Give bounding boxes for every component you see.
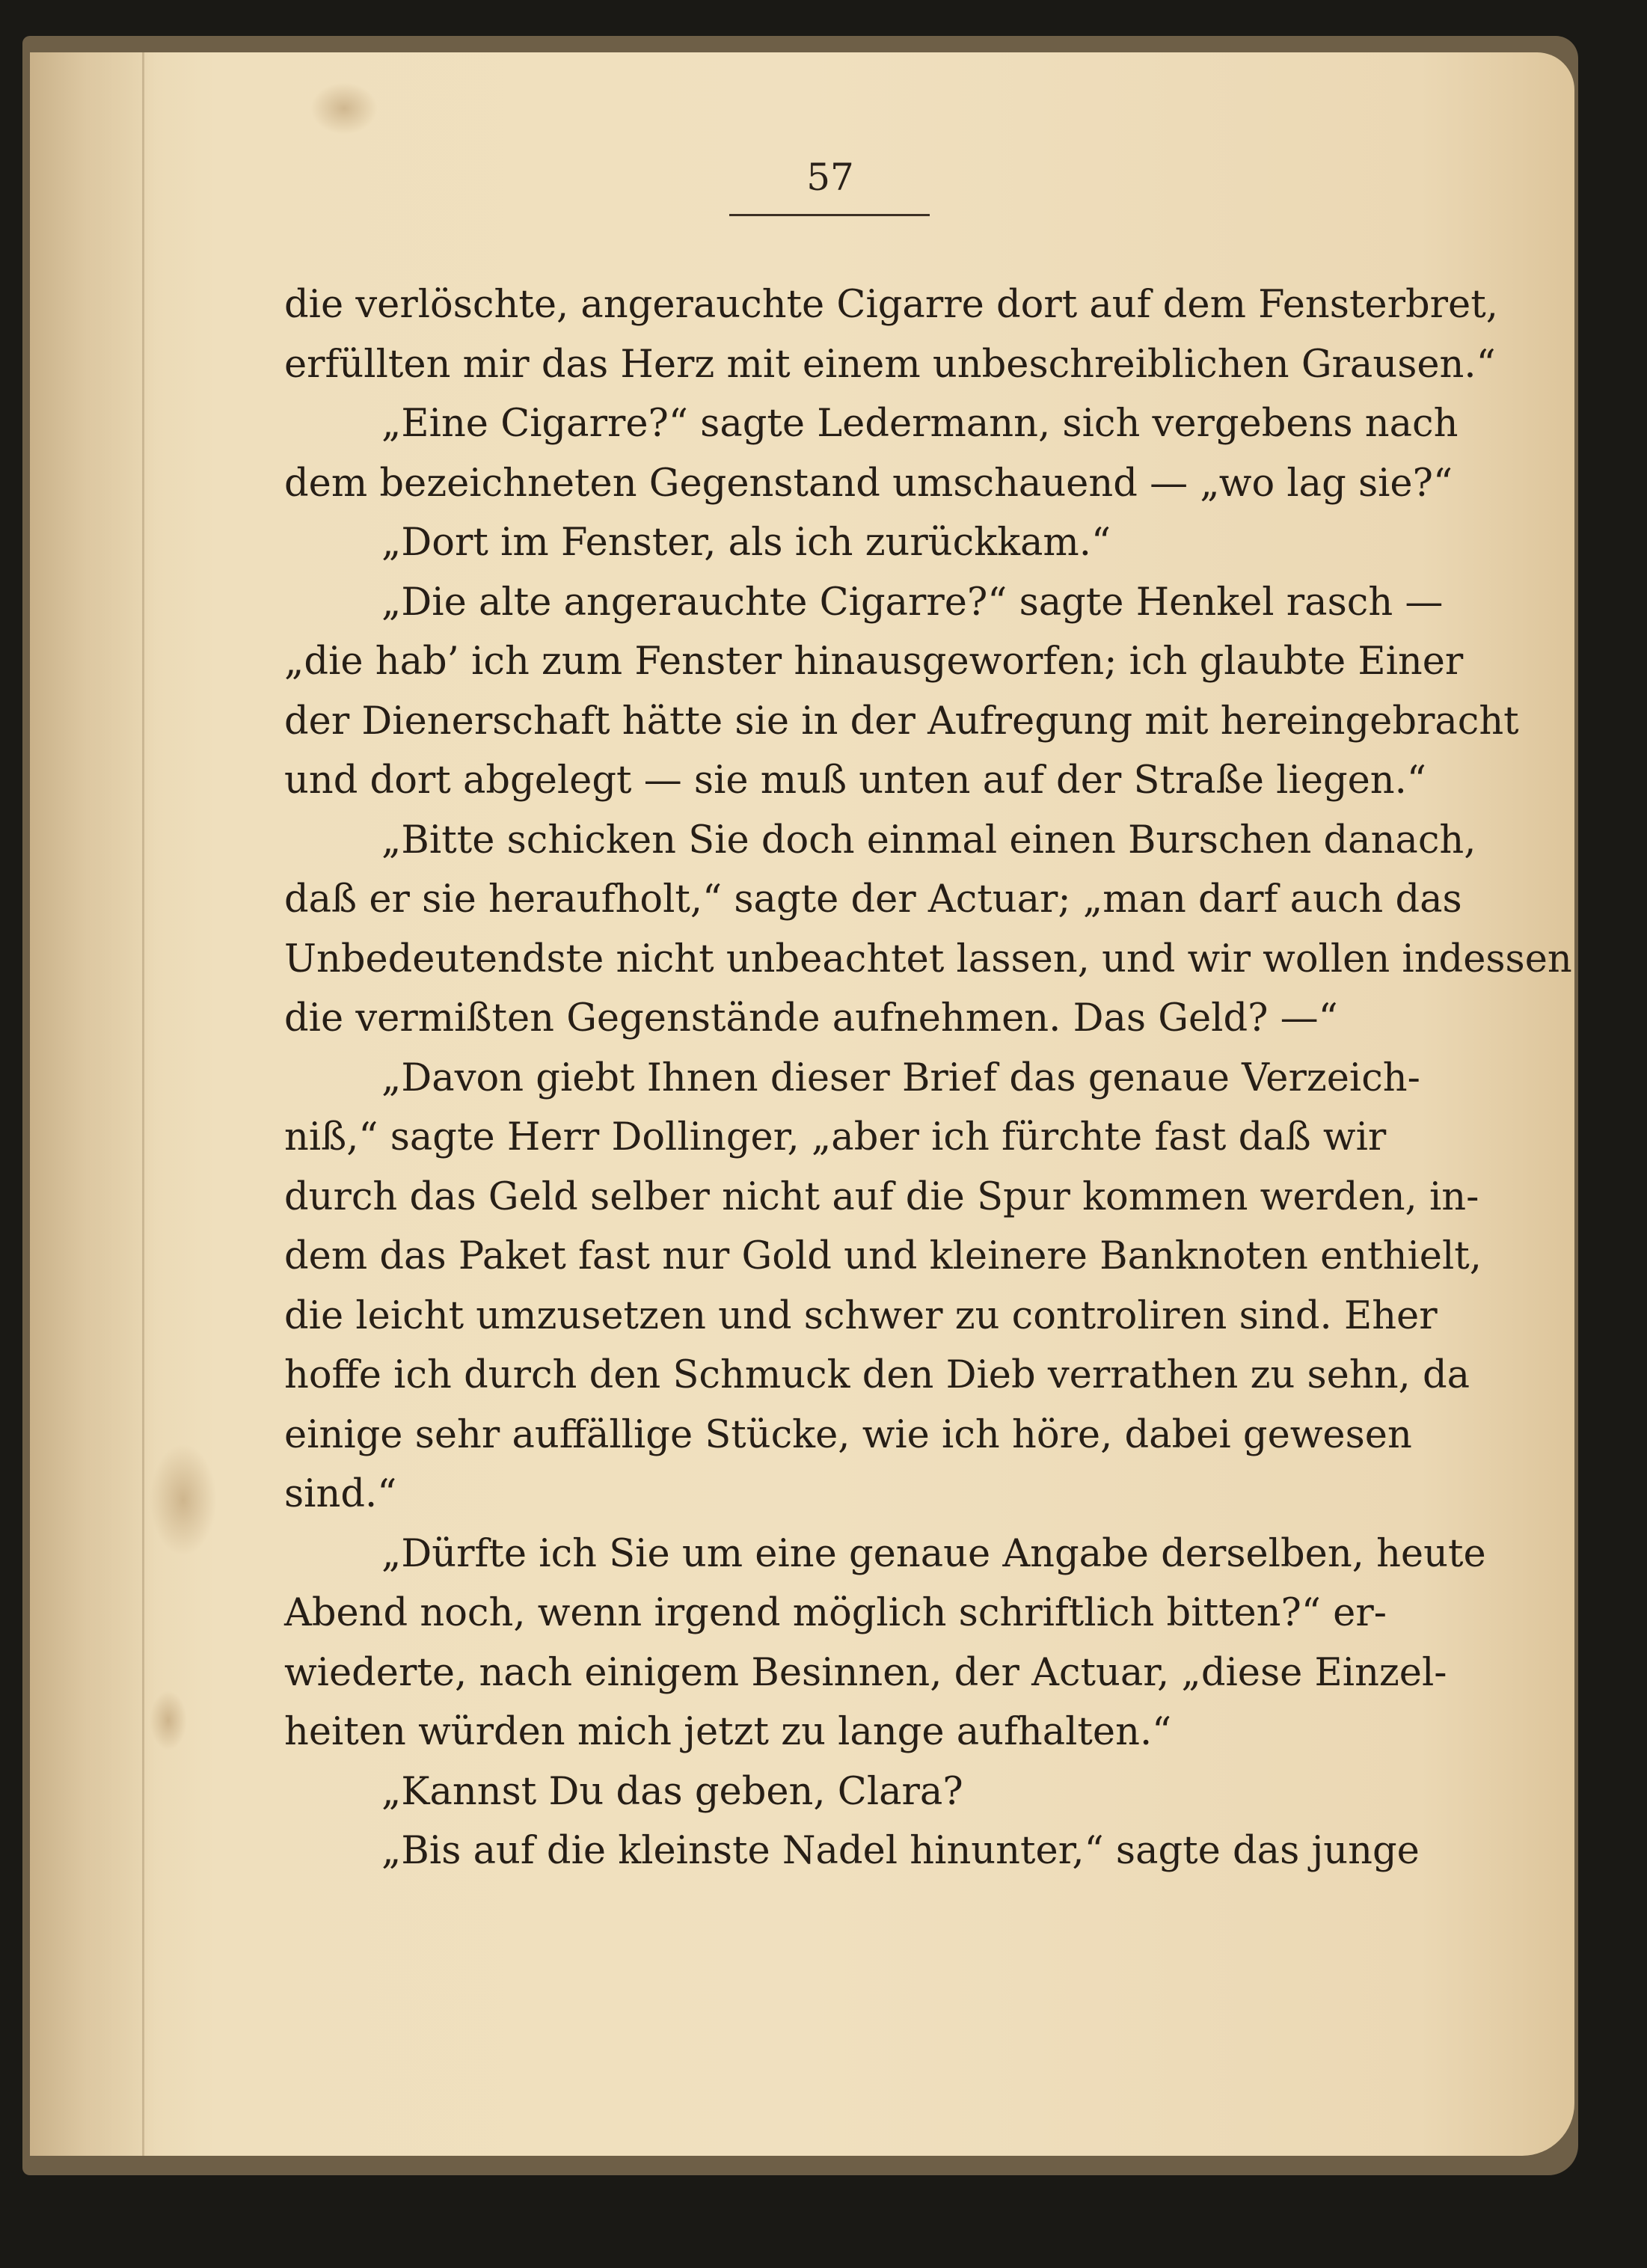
- text-line: „Dürfte ich Sie um eine genaue Angabe derselben, heute: [381, 1531, 1486, 1576]
- text-line: „die hab’ ich zum Fenster hinausgeworfen; ich glaubte Einer: [284, 640, 1464, 684]
- text-line: Unbedeutendste nicht unbeachtet lassen, und wir wollen indessen: [284, 937, 1572, 981]
- text-line: dem das Paket fast nur Gold und kleinere Banknoten enthielt,: [284, 1234, 1482, 1278]
- page-fold-line: [142, 52, 144, 2156]
- text-line: daß er sie heraufholt,“ sagte der Actuar; „man darf auch das: [284, 877, 1462, 922]
- text-line: „Dort im Fenster, als ich zurückkam.“: [381, 521, 1111, 565]
- page-number: 57: [806, 156, 854, 199]
- paper-stain: [150, 1444, 217, 1556]
- text-line: heiten würden mich jetzt zu lange aufhalten.“: [284, 1710, 1172, 1754]
- header-rule: [729, 214, 930, 216]
- text-line: die verlöschte, angerauchte Cigarre dort auf dem Fensterbret,: [284, 283, 1498, 327]
- body-text: [284, 275, 1572, 1881]
- text-line: die leicht umzusetzen und schwer zu controliren sind. Eher: [284, 1293, 1438, 1338]
- text-line: sind.“: [284, 1472, 397, 1516]
- text-line: niß,“ sagte Herr Dollinger, „aber ich fürchte fast daß wir: [284, 1115, 1387, 1159]
- text-line: hoffe ich durch den Schmuck den Dieb verrathen zu sehn, da: [284, 1353, 1470, 1397]
- text-line: „Bis auf die kleinste Nadel hinunter,“ sagte das junge: [381, 1829, 1420, 1873]
- text-line: „Davon giebt Ihnen dieser Brief das genaue Verzeich-: [381, 1055, 1420, 1100]
- text-line: wiederte, nach einigem Besinnen, der Actuar, „diese Einzel-: [284, 1650, 1447, 1695]
- paper-stain: [150, 1691, 187, 1750]
- text-line: Abend noch, wenn irgend möglich schriftlich bitten?“ er-: [284, 1591, 1387, 1635]
- text-line: der Dienerschaft hätte sie in der Aufregung mit hereingebracht: [284, 699, 1519, 744]
- paper-stain: [310, 82, 378, 135]
- text-line: dem bezeichneten Gegenstand umschauend — „wo lag sie?“: [284, 461, 1453, 506]
- text-line: erfüllten mir das Herz mit einem unbeschreiblichen Grausen.“: [284, 342, 1496, 387]
- text-line: „Die alte angerauchte Cigarre?“ sagte Henkel rasch —: [381, 580, 1444, 625]
- text-line: „Eine Cigarre?“ sagte Ledermann, sich vergebens nach: [381, 402, 1459, 446]
- text-line: „Bitte schicken Sie doch einmal einen Burschen danach,: [381, 818, 1476, 862]
- text-line: durch das Geld selber nicht auf die Spur kommen werden, in-: [284, 1174, 1479, 1219]
- text-line: und dort abgelegt — sie muß unten auf der Straße liegen.“: [284, 758, 1426, 803]
- text-line: die vermißten Gegenstände aufnehmen. Das Geld? —“: [284, 996, 1338, 1040]
- text-line: einige sehr auffällige Stücke, wie ich höre, dabei gewesen: [284, 1412, 1412, 1457]
- page-gutter-shadow: [30, 52, 157, 2156]
- text-line: „Kannst Du das geben, Clara?: [381, 1769, 963, 1814]
